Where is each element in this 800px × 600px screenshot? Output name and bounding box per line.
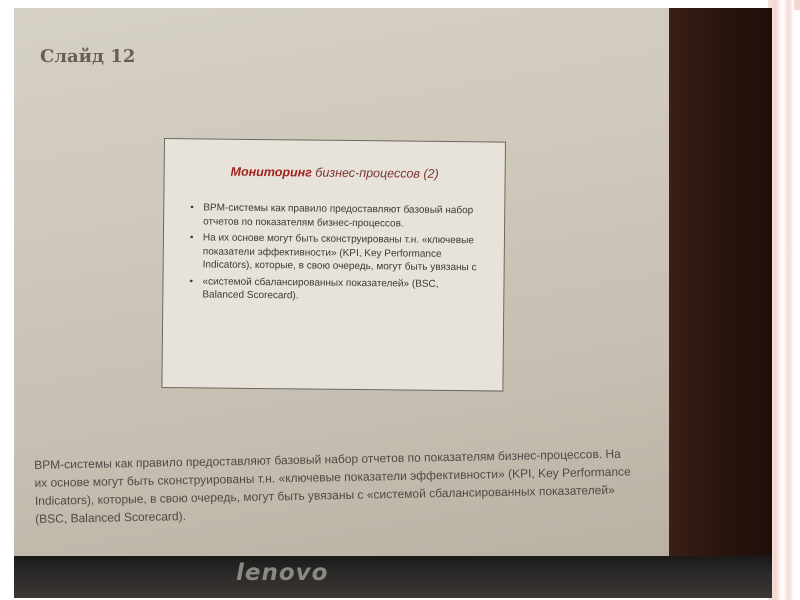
slide-title-rest: бизнес-процессов (2) xyxy=(311,165,439,181)
monitor-screen xyxy=(14,8,669,556)
slide-notes: BPM-системы как правило предоставляют базовый набор отчетов по показателям бизнес-процессов. На их основе могут быть сконструированы т.н. «ключевые показатели эффективности» (KPI, Key Performance Indicators), которые, в свою очередь, могут быть увязаны с «системой сбалансированных показателей» (BSC, Balanced Scorecard). xyxy=(34,446,631,526)
slide-bullet: • BPM-системы как правило предоставляют базовый набор отчетов по показателям бизнес-процессов. xyxy=(190,201,480,231)
slide-thumbnail xyxy=(161,138,506,392)
room-background xyxy=(669,8,772,556)
slide-bullet-list xyxy=(189,201,480,308)
slide-title xyxy=(165,164,505,182)
slide-title-highlight: Мониторинг xyxy=(230,164,312,180)
slide-bullet: • «системой сбалансированных показателей» (BSC, Balanced Scorecard). xyxy=(189,275,479,305)
monitor-bezel xyxy=(14,556,772,598)
monitor-photo xyxy=(14,8,772,598)
slide-bullet: • На их основе могут быть сконструированы т.н. «ключевые показатели эффективности» (KPI, Key Performance Indicators), которые, в свою очередь, могут быть увязаны с xyxy=(190,231,480,275)
lenovo-logo: lenovo xyxy=(236,560,329,586)
slide-heading: Слайд 12 xyxy=(40,46,136,67)
